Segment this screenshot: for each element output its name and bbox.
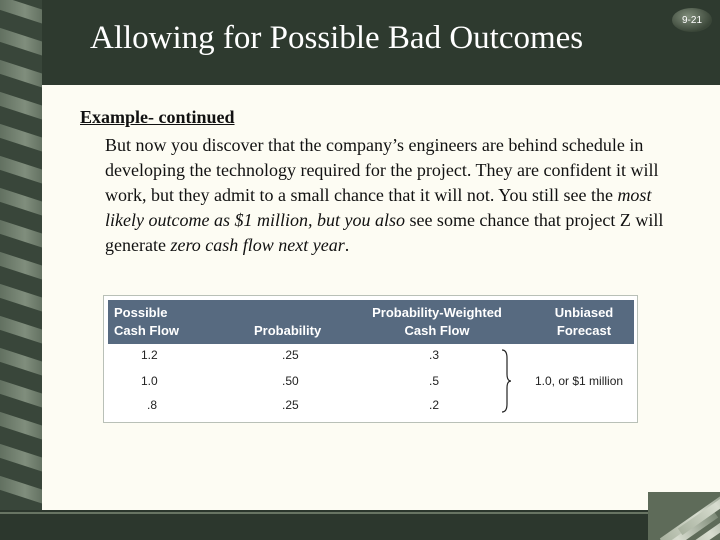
- paragraph-italic-1: most likely outcome as $1 million, but you also: [105, 185, 652, 230]
- example-heading: Example- continued: [80, 107, 235, 127]
- cell-cash-flow-1: 1.2: [141, 348, 158, 362]
- paragraph-italic-2: zero cash flow next year: [170, 235, 345, 255]
- cell-probability-3: .25: [282, 398, 299, 412]
- paragraph-text-1: But now you discover that the company’s engineers are behind schedule in developing the technology required for the project. They are confident it will work, but they admit to a small chance that it will not. You still see the: [105, 135, 659, 205]
- header-weighted: [364, 304, 510, 340]
- content-panel: [42, 85, 720, 510]
- cell-weighted-2: .5: [429, 374, 440, 388]
- slide-title: Allowing for Possible Bad Outcomes: [90, 20, 584, 56]
- cell-weighted-1: .3: [429, 348, 440, 362]
- bottom-bar: [0, 510, 720, 540]
- paragraph-text-2: see some chance that project Z will generate: [105, 210, 664, 255]
- header-weighted-line2: Cash Flow: [404, 323, 470, 338]
- cell-forecast: 1.0, or $1 million: [535, 374, 624, 388]
- cell-weighted-3: .2: [429, 398, 440, 412]
- paragraph-text-3: .: [344, 235, 350, 255]
- slide-number: 9-21: [681, 15, 702, 26]
- header-weighted-line1: Probability-Weighted: [372, 305, 502, 320]
- table-header-row: [108, 300, 634, 344]
- header-probability: Probability: [254, 323, 322, 338]
- cash-flow-table: [103, 295, 638, 423]
- sum-brace-icon: [500, 348, 512, 414]
- example-paragraph: [105, 133, 675, 258]
- cell-cash-flow-2: 1.0: [141, 374, 158, 388]
- corner-decoration: [648, 492, 720, 540]
- cell-probability-2: .50: [282, 374, 299, 388]
- header-cash-flow-line2: Cash Flow: [114, 323, 180, 338]
- cell-cash-flow-3: .8: [147, 398, 158, 412]
- header-forecast-line2: Forecast: [556, 323, 612, 338]
- header-cash-flow-line1: Possible: [114, 305, 168, 320]
- cell-probability-1: .25: [282, 348, 299, 362]
- header-forecast-line1: Unbiased: [554, 305, 614, 320]
- header-cash-flow: [114, 304, 179, 340]
- bottom-divider: [0, 512, 720, 514]
- left-decorative-strip: [0, 0, 42, 540]
- header-forecast: [544, 304, 624, 340]
